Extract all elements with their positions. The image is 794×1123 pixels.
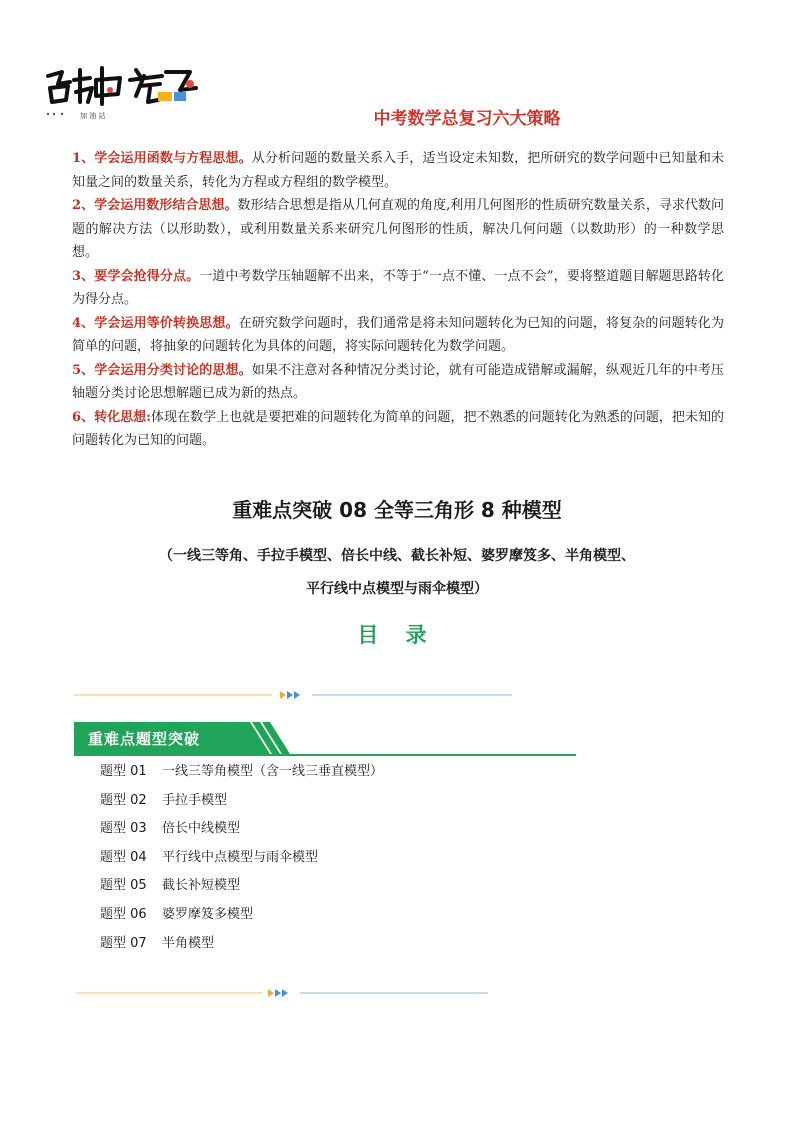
toc-divider-bottom	[76, 987, 492, 999]
strategy-lead: 1、学会运用函数与方程思想。	[72, 151, 252, 166]
toc-item-number: 题型 03	[100, 821, 147, 837]
toc-item[interactable]	[100, 933, 383, 962]
subtitle-line-2: 平行线中点模型与雨伞模型）	[306, 581, 488, 597]
toc-title: 目 录	[357, 623, 437, 647]
toc-item-number: 题型 07	[100, 935, 147, 951]
strategy-lead: 6、转化思想:	[72, 409, 151, 425]
toc-item[interactable]	[100, 904, 383, 933]
toc-item-number: 题型 06	[100, 906, 147, 922]
toc-divider-top	[74, 689, 514, 701]
logo-tagline: 加 油 站	[80, 112, 106, 120]
strategy-body: 数形结合思想是指从几何直观的角度,利用几何图形的性质研究数量关系，寻求代数问题的解决方法（以形助数），或利用数量关系来研究几何图形的性质，解决几何问题（以数助形）的一种数学思想。	[72, 198, 725, 260]
strategy-body: 体现在数学上也就是要把难的问题转化为简单的问题，把不熟悉的问题转化为熟悉的问题，把未知的问题转化为已知的问题。	[72, 409, 724, 448]
strategies-section	[72, 147, 724, 453]
toc-item-number: 题型 01	[100, 764, 147, 779]
toc-item-label: 一线三等角模型（含一线三垂直模型）	[162, 764, 384, 779]
section-banner-label: 重难点题型突破	[88, 730, 201, 748]
strategy-5	[72, 359, 724, 406]
strategy-3	[72, 265, 724, 312]
strategy-lead: 4、学会运用等价转换思想。	[72, 315, 239, 331]
strategy-lead: 2、学会运用数形结合思想。	[72, 198, 238, 213]
strategy-4	[72, 312, 724, 359]
strategy-body: 一道中考数学压轴题解不出来，不等于“一点不懂、一点不会”，要将整道题目解题思路转化为得分点。	[72, 268, 725, 307]
toc-item[interactable]	[100, 875, 383, 904]
toc-list	[100, 761, 383, 961]
main-title: 重难点突破 08 全等三角形 8 种模型	[232, 498, 562, 522]
toc-item-label: 截长补短模型	[162, 878, 241, 894]
strategy-body: 从分析问题的数量关系入手，适当设定未知数，把所研究的数学问题中已知量和未知量之间的数量关系，转化为方程或方程组的数学模型。	[72, 151, 724, 190]
strategy-6	[72, 406, 724, 453]
toc-item-label: 倍长中线模型	[162, 821, 241, 837]
toc-item[interactable]	[100, 818, 383, 847]
toc-item-number: 题型 04	[100, 849, 147, 865]
toc-item[interactable]	[100, 790, 383, 819]
strategy-body: 如果不注意对各种情况分类讨论，就有可能造成错解或漏解，纵观近几年的中考压轴题分类讨论思想解题已成为新的热点。	[72, 362, 724, 401]
document-title: 中考数学总复习六大策略	[373, 109, 561, 129]
toc-item[interactable]	[100, 761, 383, 790]
subtitle-line-1: （一线三等角、手拉手模型、倍长中线、截长补短、婆罗摩笈多、半角模型、	[159, 548, 635, 564]
toc-item[interactable]	[100, 847, 383, 876]
toc-item-label: 婆罗摩笈多模型	[162, 906, 254, 922]
strategy-body: 在研究数学问题时，我们通常是将未知问题转化为已知的问题，将复杂的问题转化为简单的问题，将抽象的问题转化为具体的问题，将实际问题转化为数学问题。	[72, 315, 724, 354]
strategy-lead: 3、要学会抢得分点。	[72, 268, 200, 284]
strategy-1	[72, 147, 724, 194]
toc-item-number: 题型 02	[100, 792, 147, 808]
toc-item-label: 半角模型	[162, 935, 215, 951]
toc-item-label: 平行线中点模型与雨伞模型	[162, 849, 319, 865]
strategy-2	[72, 194, 724, 265]
toc-item-number: 题型 05	[100, 878, 147, 894]
strategy-lead: 5、学会运用分类讨论的思想。	[72, 362, 252, 378]
toc-item-label: 手拉手模型	[162, 792, 228, 808]
